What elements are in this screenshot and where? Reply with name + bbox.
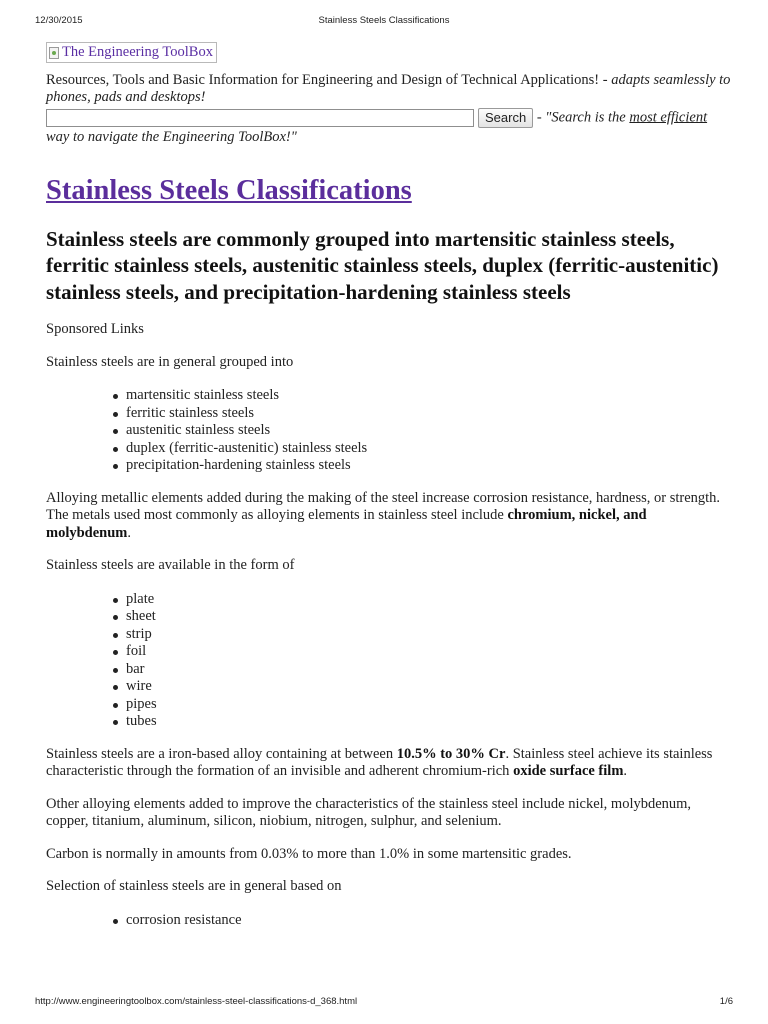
site-intro-emphasis: adapts seamlessly to phones, pads and desktops!	[46, 71, 731, 105]
other-alloying-paragraph: Other alloying elements added to improve the characteristics of the stainless steel include nickel, molybdenum, copper, titanium, aluminum, silicon, niobium, nitrogen, sulphur, and selenium.	[46, 795, 692, 829]
forms-list	[46, 591, 732, 731]
selection-list	[46, 912, 732, 930]
broken-image-icon	[49, 47, 59, 59]
list-item: bar	[126, 661, 732, 679]
alloying-bold: chromium, nickel, and molybdenum	[46, 507, 647, 541]
site-logo-alt-text: The Engineering ToolBox	[62, 44, 213, 60]
list-item: sheet	[126, 608, 732, 626]
article-subtitle: Stainless steels are commonly grouped into martensitic stainless steels, ferritic stainless steels, austenitic stainless steels, duplex (ferritic-austenitic) stainless steels, and precipitation-hardening stainless steels	[46, 226, 719, 304]
print-url: http://www.engineeringtoolbox.com/stainless-steel-classifications-d_368.html	[35, 996, 358, 1007]
search-input[interactable]	[46, 109, 474, 127]
list-item: martensitic stainless steels	[126, 387, 732, 405]
iron-text-1: Stainless steels are a iron-based alloy containing at between	[46, 745, 397, 762]
list-item: precipitation-hardening stainless steels	[126, 457, 732, 475]
iron-text-2: . Stainless steel achieve its stainless characteristic through the formation of an invisible and adherent chromium-rich	[46, 745, 713, 779]
list-item: foil	[126, 643, 732, 661]
search-row	[46, 108, 732, 147]
selection-intro: Selection of stainless steels are in general based on	[46, 878, 342, 894]
search-tagline-pre: "Search is the	[545, 108, 630, 125]
list-item: pipes	[126, 696, 732, 714]
print-date: 12/30/2015	[35, 15, 83, 26]
iron-text-3: .	[623, 763, 628, 779]
list-item: ferritic stainless steels	[126, 405, 732, 423]
forms-intro: Stainless steels are available in the form of	[46, 557, 295, 573]
list-item: corrosion resistance	[126, 912, 732, 930]
alloying-end: .	[127, 524, 132, 541]
list-item: tubes	[126, 713, 732, 731]
iron-bold-1: 10.5% to 30% Cr	[396, 745, 506, 762]
page-content	[46, 42, 732, 929]
list-item: duplex (ferritic-austenitic) stainless steels	[126, 440, 732, 458]
alloying-paragraph	[46, 490, 732, 543]
site-intro	[46, 72, 732, 106]
sponsored-links-label: Sponsored Links	[46, 321, 144, 337]
search-tagline-link[interactable]: most efficient	[629, 108, 708, 125]
print-title: Stainless Steels Classifications	[318, 15, 450, 26]
search-button[interactable]: Search	[478, 108, 533, 128]
page-number: 1/6	[719, 996, 733, 1007]
search-tagline-post: way to navigate the Engineering ToolBox!"	[46, 128, 297, 145]
search-dash: -	[533, 108, 546, 125]
list-item: austenitic stainless steels	[126, 422, 732, 440]
list-item: strip	[126, 626, 732, 644]
carbon-paragraph: Carbon is normally in amounts from 0.03% to more than 1.0% in some martensitic grades.	[46, 845, 572, 862]
iron-paragraph	[46, 746, 732, 781]
iron-bold-2: oxide surface film	[513, 763, 624, 779]
alloying-text: Alloying metallic elements added during the making of the steel increase corrosion resistance, hardness, or strength. The metals used most commonly as alloying elements in stainless steel include	[46, 489, 721, 523]
page-title[interactable]: Stainless Steels Classifications	[46, 174, 412, 206]
site-logo[interactable]	[46, 42, 217, 63]
print-header	[0, 15, 768, 29]
grouped-intro: Stainless steels are in general grouped into	[46, 353, 294, 370]
list-item: plate	[126, 591, 732, 609]
list-item: wire	[126, 678, 732, 696]
print-footer	[0, 996, 768, 1010]
groups-list	[46, 387, 732, 475]
site-intro-text: Resources, Tools and Basic Information for Engineering and Design of Technical Applications! -	[46, 71, 612, 88]
